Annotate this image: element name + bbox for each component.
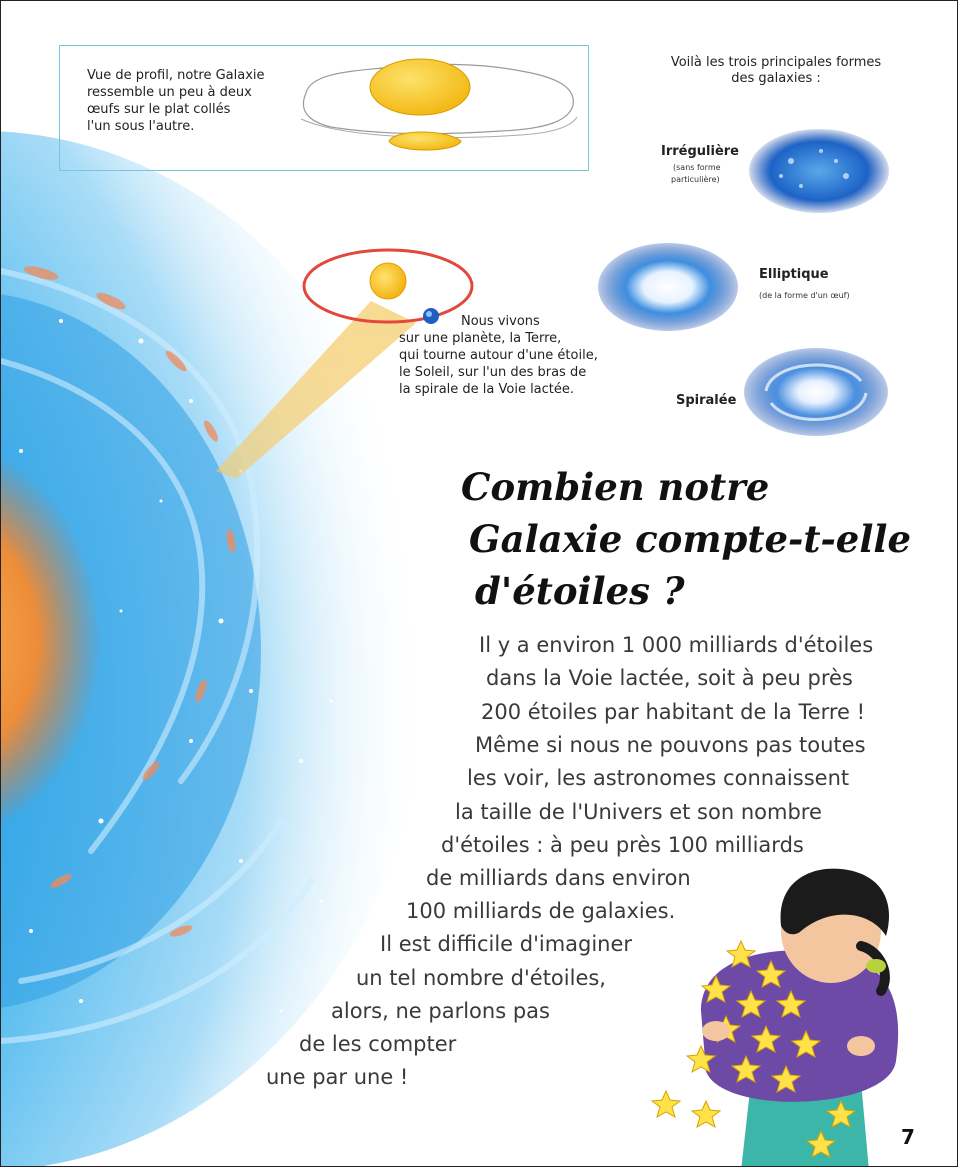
body-line: la taille de l'Univers et son nombre <box>455 800 822 824</box>
spiral-galaxy-image <box>744 348 888 436</box>
earth-caption-line: le Soleil, sur l'un des bras de <box>399 365 587 380</box>
body-line: dans la Voie lactée, soit à peu près <box>486 666 853 690</box>
title-line-3: d'étoiles ? <box>475 569 685 613</box>
galaxy-forms-title: Voilà les trois principales formes des galaxies : <box>670 55 882 86</box>
title-line-1: Combien notre <box>461 465 770 509</box>
body-line: Il est difficile d'imaginer <box>380 932 633 956</box>
earth-caption <box>399 313 639 398</box>
body-line: Il y a environ 1 000 milliards d'étoiles <box>479 633 874 657</box>
irregular-galaxy-image <box>749 129 889 213</box>
earth-caption-line: qui tourne autour d'une étoile, <box>399 348 598 363</box>
caption-line: Vue de profil, notre Galaxie <box>87 68 265 83</box>
body-line: les voir, les astronomes connaissent <box>467 766 850 790</box>
irregular-note-1: (sans forme <box>673 163 721 172</box>
irregular-label: Irrégulière <box>661 144 739 159</box>
body-line: de les compter <box>299 1032 457 1056</box>
page-title <box>461 461 931 617</box>
body-line: Même si nous ne pouvons pas toutes <box>475 733 866 757</box>
body-line: 200 étoiles par habitant de la Terre ! <box>481 700 866 724</box>
body-line: de milliards dans environ <box>426 866 691 890</box>
spiral-label: Spiralée <box>676 393 737 408</box>
body-line: d'étoiles : à peu près 100 milliards <box>441 833 804 857</box>
irregular-note-2: particulière) <box>671 175 720 184</box>
earth-caption-line: sur une planète, la Terre, <box>399 331 562 346</box>
body-line: alors, ne parlons pas <box>331 999 550 1023</box>
earth-caption-line: la spirale de la Voie lactée. <box>399 382 575 397</box>
caption-line: œufs sur le plat collés <box>87 102 231 117</box>
elliptical-label: Elliptique <box>759 267 829 282</box>
elliptical-note: (de la forme d'un œuf) <box>759 291 850 300</box>
earth-caption-line: Nous vivons <box>461 314 540 329</box>
body-line: 100 milliards de galaxies. <box>406 899 676 923</box>
caption-line: l'un sous l'autre. <box>87 119 195 134</box>
page-number: 7 <box>901 1125 915 1149</box>
galaxy-profile-caption <box>87 67 297 135</box>
body-line: une par une ! <box>266 1065 409 1089</box>
girl-with-stars-illustration <box>652 869 898 1167</box>
body-line: un tel nombre d'étoiles, <box>356 966 606 990</box>
caption-line: ressemble un peu à deux <box>87 85 252 100</box>
title-line-2: Galaxie compte-t-elle <box>469 517 911 561</box>
